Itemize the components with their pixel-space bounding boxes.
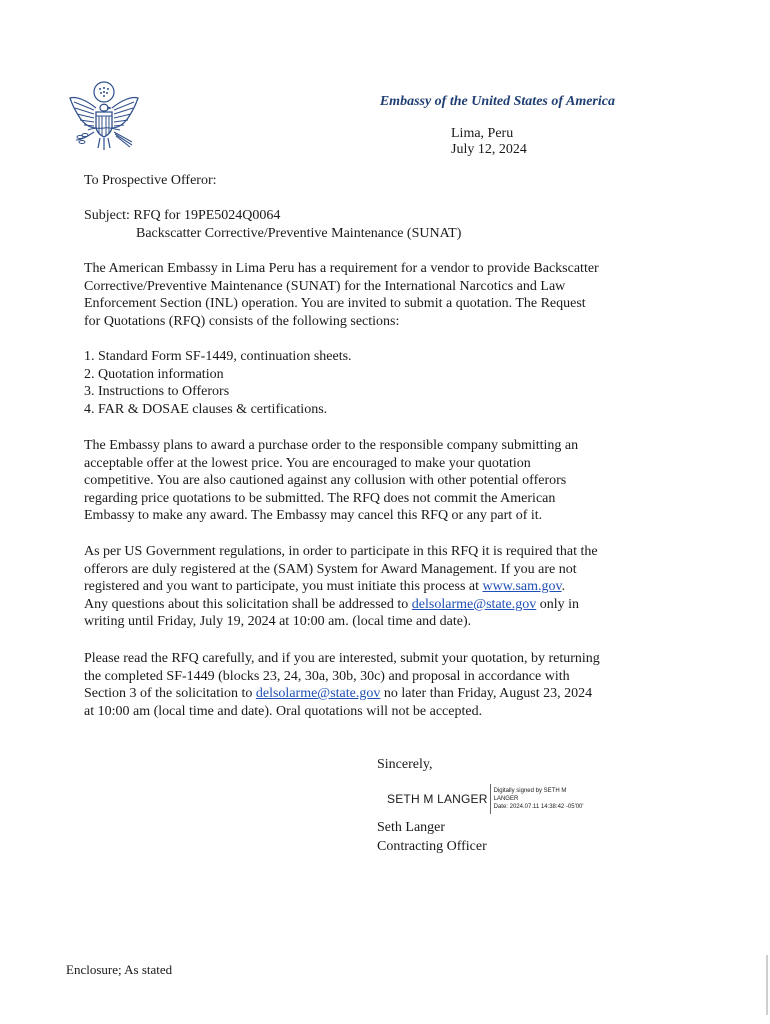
enclosure-note: Enclosure; As stated bbox=[66, 962, 173, 977]
text-segment: no later than Friday, August 23, 2024 bbox=[380, 686, 593, 701]
digital-signature[interactable] bbox=[387, 784, 590, 814]
registration-paragraph bbox=[84, 543, 654, 631]
text-segment: Section 3 of the solicitation to bbox=[84, 686, 256, 701]
paragraph-line: at 10:00 am (local time and date). Oral quotations will not be accepted. bbox=[84, 703, 483, 719]
list-item: 3. Instructions to Offerors bbox=[84, 384, 230, 399]
paragraph-line: Enforcement Section (INL) operation. You are invited to submit a quotation. The Request bbox=[84, 296, 586, 311]
contact-email-link[interactable]: delsolarme@state.gov bbox=[411, 596, 537, 612]
paragraph-line bbox=[84, 685, 654, 703]
letter-location-date bbox=[451, 126, 527, 158]
signature-detail-line: Digitally signed by SETH M bbox=[493, 788, 567, 794]
letterhead-title: Embassy of the United States of America bbox=[379, 94, 615, 109]
rfq-sections-list bbox=[84, 348, 352, 418]
paragraph-line bbox=[84, 578, 654, 596]
signer-title: Contracting Officer bbox=[377, 839, 487, 854]
page-edge-marker bbox=[766, 955, 768, 1015]
signer-name: Seth Langer bbox=[377, 820, 446, 835]
sam-gov-link[interactable]: www.sam.gov bbox=[482, 579, 562, 594]
list-item: 1. Standard Form SF-1449, continuation sheets. bbox=[84, 349, 352, 364]
signature-divider bbox=[490, 784, 491, 814]
paragraph-line: competitive. You are also cautioned against any collusion with other potential offerors bbox=[84, 473, 567, 488]
greeting: To Prospective Offeror: bbox=[84, 173, 217, 188]
paragraph-line: the completed SF-1449 (blocks 23, 24, 30a, 30b, 30c) and proposal in accordance with bbox=[84, 668, 570, 684]
paragraph-line: As per US Government regulations, in order to participate in this RFQ it is required that the bbox=[84, 544, 598, 559]
paragraph-line: Please read the RFQ carefully, and if you are interested, submit your quotation, by returning bbox=[84, 651, 600, 666]
list-item: 2. Quotation information bbox=[84, 366, 224, 382]
submission-paragraph bbox=[84, 650, 654, 720]
paragraph-line: for Quotations (RFQ) consists of the following sections: bbox=[84, 313, 400, 329]
text-segment: only in bbox=[536, 596, 580, 612]
paragraph-line: acceptable offer at the lowest price. You are encouraged to make your quotation bbox=[84, 455, 531, 471]
closing: Sincerely, bbox=[377, 757, 433, 772]
subject-line: Subject: RFQ for 19PE5024Q0064 bbox=[84, 208, 281, 223]
signature-detail-line: Date: 2024.07.11 14:38:42 -05'00' bbox=[493, 804, 584, 810]
subject-detail: Backscatter Corrective/Preventive Maintenance (SUNAT) bbox=[136, 226, 462, 241]
intro-paragraph bbox=[84, 260, 654, 330]
letter-date: July 12, 2024 bbox=[451, 142, 527, 157]
submission-email-link[interactable]: delsolarme@state.gov bbox=[255, 686, 381, 701]
paragraph-line: The Embassy plans to award a purchase order to the responsible company submitting an bbox=[84, 438, 579, 453]
signer-block bbox=[377, 818, 487, 856]
text-segment: . bbox=[561, 579, 566, 594]
letter-city: Lima, Peru bbox=[451, 126, 514, 141]
list-item: 4. FAR & DOSAE clauses & certifications. bbox=[84, 401, 328, 417]
paragraph-line: writing until Friday, July 19, 2024 at 10:00 am. (local time and date). bbox=[84, 614, 472, 629]
embassy-seal-icon bbox=[66, 78, 142, 156]
paragraph-line: offerors are duly registered at the (SAM) System for Award Management. If you are not bbox=[84, 561, 577, 577]
award-paragraph bbox=[84, 437, 654, 525]
paragraph-line: Corrective/Preventive Maintenance (SUNAT) for the International Narcotics and Law bbox=[84, 278, 566, 294]
paragraph-line bbox=[84, 596, 654, 614]
signature-detail-line: LANGER bbox=[493, 796, 519, 802]
text-segment: Any questions about this solicitation shall be addressed to bbox=[84, 596, 412, 612]
signature-name: SETH M LANGER bbox=[387, 792, 488, 806]
paragraph-line: Embassy to make any award. The Embassy may cancel this RFQ or any part of it. bbox=[84, 508, 543, 523]
signature-details bbox=[494, 787, 590, 811]
paragraph-line: The American Embassy in Lima Peru has a requirement for a vendor to provide Backscatter bbox=[84, 261, 599, 276]
paragraph-line: regarding price quotations to be submitted. The RFQ does not commit the American bbox=[84, 490, 556, 506]
text-segment: registered and you want to participate, you must initiate this process at bbox=[84, 579, 483, 594]
